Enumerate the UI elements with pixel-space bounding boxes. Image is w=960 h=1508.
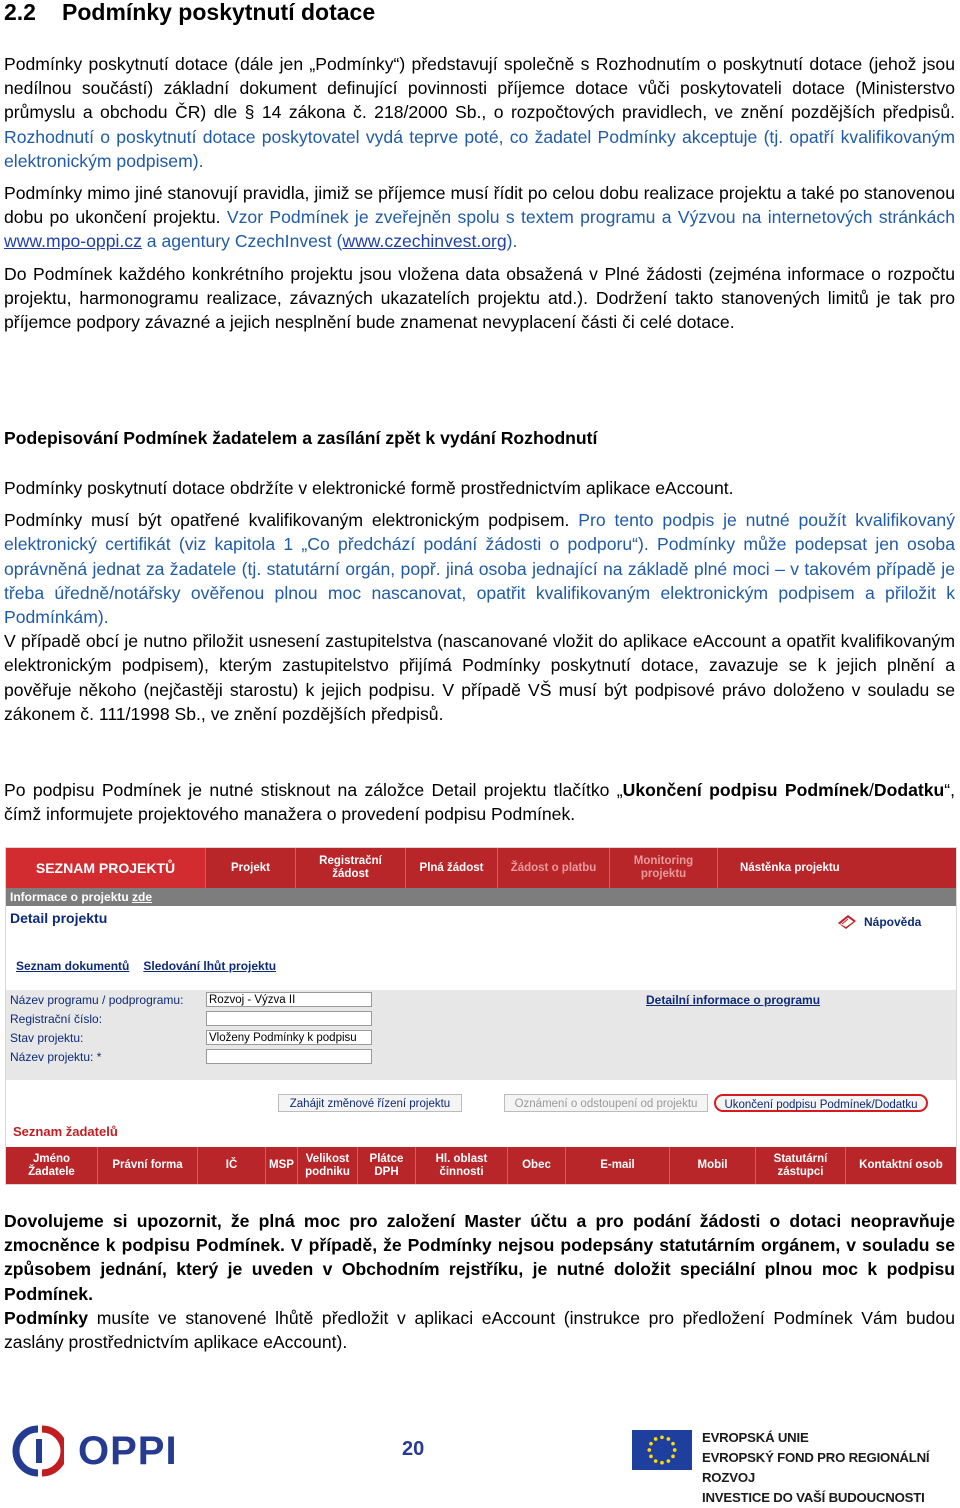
paren-close: ). — [506, 231, 518, 252]
section-heading — [4, 0, 375, 28]
eu-line-1: EVROPSKÁ UNIE — [701, 1430, 809, 1445]
paragraph-intro — [4, 52, 955, 173]
paren-open: ( — [336, 231, 343, 252]
eu-star — [671, 1455, 675, 1459]
col-statutory[interactable]: Statutární zástupci — [756, 1147, 846, 1184]
nav-board[interactable]: Nástěnka projektu — [740, 861, 840, 874]
field-label-status: Stav projektu: — [10, 1031, 84, 1045]
eu-flag-icon — [632, 1428, 692, 1472]
tab-deadlines[interactable]: Sledování lhůt projektu — [143, 959, 277, 973]
czechinvest-text: CzechInvest — [234, 231, 332, 252]
field-label-name: Název projektu: * — [10, 1050, 102, 1064]
paragraph-eaccount: Podmínky poskytnutí dotace obdržíte v elektronické formě prostřednictvím aplikace eAccount. — [4, 478, 734, 498]
paragraph-finish — [4, 778, 955, 826]
info-bar-text: Informace o projektu — [10, 890, 133, 904]
page-number: 20 — [402, 1438, 425, 1460]
oppi-logo-text: OPPI — [78, 1428, 178, 1473]
paragraph-deadline — [4, 1306, 955, 1354]
help-label: Nápověda — [864, 915, 922, 929]
top-navigation — [6, 848, 956, 888]
template-text: Vzor Podmínek je zveřejněn spolu s textem programu a Výzvou na internetových stránkách — [226, 207, 956, 228]
name-field[interactable] — [206, 1049, 372, 1064]
project-form — [6, 990, 956, 1080]
applicants-header — [6, 1147, 956, 1184]
eu-star — [647, 1448, 651, 1452]
finish-signing-button[interactable]: Ukončení podpisu Podmínek/Dodatku — [714, 1094, 928, 1112]
action-buttons — [6, 1084, 956, 1118]
col-email[interactable]: E-mail — [566, 1147, 670, 1184]
withdraw-button[interactable]: Oznámení o odstoupení od projektu — [504, 1094, 708, 1112]
detail-title: Detail projektu — [10, 910, 108, 926]
field-label-program: Název programu / podprogramu: — [10, 993, 184, 1007]
info-bar — [6, 888, 956, 906]
body-text-top — [4, 52, 955, 342]
field-label-regnum: Registrační číslo: — [10, 1012, 103, 1026]
deadline-text: musíte ve stanovené lhůtě předložit v aplikaci eAccount (instrukce pro předložení Podmínek Vám budou zaslány prostřednictvím aplikace eAccount). — [4, 1308, 955, 1353]
nav-project-list[interactable]: SEZNAM PROJEKTŮ — [6, 848, 206, 888]
eu-star — [673, 1448, 677, 1452]
subheading-signing: Podepisování Podmínek žadatelem a zasílání zpět k vydání Rozhodnutí — [4, 428, 598, 448]
signature-text: Podmínky musí být opatřené kvalifikovaným elektronickým podpisem. — [4, 510, 570, 531]
col-main-activity[interactable]: Hl. oblast činnosti — [416, 1147, 508, 1184]
finish-bold-1: Ukončení podpisu Podmínek — [622, 780, 869, 800]
info-bar-link[interactable]: zde — [132, 890, 153, 904]
eu-line-2: EVROPSKÝ FOND PRO REGIONÁLNÍ ROZVOJ — [701, 1450, 930, 1485]
program-field[interactable]: Rozvoj - Výzva II — [206, 992, 372, 1007]
regnum-field[interactable] — [206, 1011, 372, 1026]
applicants-title: Seznam žadatelů — [13, 1124, 118, 1139]
oppi-logo — [12, 1425, 178, 1477]
paragraph-signature — [4, 508, 955, 629]
eu-logo — [632, 1428, 960, 1508]
detail-tabs — [16, 959, 290, 973]
eu-star — [667, 1437, 671, 1441]
program-detail-link[interactable]: Detailní informace o programu — [646, 993, 821, 1007]
col-contact[interactable]: Kontaktní osob — [859, 1159, 943, 1171]
book-icon — [836, 913, 858, 931]
eu-star — [660, 1461, 664, 1465]
finish-text: Po podpisu Podmínek je nutné stisknout na záložce Detail projektu tlačítko „ — [4, 780, 623, 800]
rules-text: Podmínky mimo jiné stanovují pravidla, jimiž se příjemce musí řídit po celou dobu realizace projektu a také po stanovenou dobu po ukončení projektu. — [4, 183, 955, 228]
oppi-logo-mark-icon — [12, 1425, 64, 1477]
status-field[interactable]: Vloženy Podmínky k podpisu — [206, 1030, 372, 1045]
deadline-bold: Podmínky — [4, 1308, 89, 1328]
col-municipality[interactable]: Obec — [508, 1147, 566, 1184]
finish-text-end: “, čímž informujete projektového manažera o provedení podpisu Podmínek. — [4, 780, 955, 825]
czechinvest-link[interactable]: www.czechinvest.org — [342, 231, 507, 252]
col-applicant-name[interactable]: Jméno Žadatele — [6, 1147, 98, 1184]
help-button[interactable] — [836, 913, 921, 931]
change-procedure-button[interactable]: Zahájit změnové řízení projektu — [278, 1094, 462, 1112]
paragraph-municipality: V případě obcí je nutno přiložit usnesení zastupitelstva (nascanované vložit do aplikace eAccount a opatřit kvalifikovaným elektronickým podpisem), kterým zastupitelstvo přijímá Podmínky poskytnutí dotace, zavazuje se k jejich plnění a pověřuje někoho (nejčastěji starostu) k jejich podpisu. V případě VŠ musí být podpisové právo doloženo v souladu se zákonem č. 111/1998 Sb., ve znění pozdějších předpisů. — [4, 631, 955, 724]
eu-star — [654, 1459, 658, 1463]
body-text-signing — [4, 476, 955, 734]
section-number: 2.2 — [4, 0, 36, 25]
eu-line-3: INVESTICE DO VAŠÍ BUDOUCNOSTI — [701, 1490, 925, 1505]
finish-bold-2: Dodatku — [873, 780, 945, 800]
nav-full-application[interactable]: Plná žádost — [406, 848, 498, 888]
nav-payment-request[interactable]: Žádost o platbu — [498, 848, 610, 888]
nav-monitoring[interactable]: Monitoring projektu — [610, 848, 718, 888]
col-ic[interactable]: IČ — [198, 1147, 266, 1184]
col-vat-payer[interactable]: Plátce DPH — [358, 1147, 416, 1184]
col-company-size[interactable]: Velikost podniku — [298, 1147, 358, 1184]
intro-text: Podmínky poskytnutí dotace (dále jen „Podmínky“) představují společně s Rozhodnutím o poskytnutí dotace (jehož jsou nedílnou součástí) základní dokument definující povinnosti příjemce dotace vůči poskytovateli dotace (Ministerstvo průmyslu a obchodu ČR) dle § 14 zákona č. 218/2000 Sb., o rozpočtových pravidlech, ve znění pozdějších předpisů. — [4, 54, 955, 123]
eu-star — [654, 1437, 658, 1441]
agency-text: a agentury — [146, 231, 230, 252]
eu-star — [667, 1459, 671, 1463]
col-msp[interactable]: MSP — [266, 1147, 298, 1184]
col-legal-form[interactable]: Právní forma — [98, 1147, 198, 1184]
nav-project[interactable]: Projekt — [206, 848, 296, 888]
eu-text — [702, 1428, 960, 1508]
paragraph-rules — [4, 181, 955, 254]
paragraph-warning: Dovolujeme si upozornit, že plná moc pro založení Master účtu a pro podání žádosti o dotaci neopravňuje zmocněnce k podpisu Podmínek. V případě, že Podmínky nejsou podepsány statutárním orgánem, v souladu se způsobem jednání, který je uveden v Obchodním rejstříku, je nutné doložit speciální plnou moc k podpisu Podmínek. — [4, 1211, 955, 1304]
intro-decision-text: Rozhodnutí o poskytnutí dotace poskytovatel vydá teprve poté, co žadatel Podmínky akceptuje (tj. opatří kvalifikovaným elektronickým podpisem). — [4, 126, 955, 171]
certificate-text: Pro tento podpis je nutné použít kvalifikovaný elektronický certifikát (viz kapitola 1 „Co předchází podání žádosti o podporu“). Podmínky může podepsat jen osoba oprávněná jednat za žadatele (tj. statutární orgán, popř. jiná osoba jednající na základě plné moci – v takovém případě je třeba úředně/notářsky ověřenou plnou moc nascanovat, opatřit kvalifikovaným elektronickým podpisem a přiložit k Podmínkám). — [4, 510, 955, 628]
eu-star — [649, 1455, 653, 1459]
nav-registration[interactable]: Registrační žádost — [296, 848, 406, 888]
col-mobile[interactable]: Mobil — [670, 1147, 756, 1184]
paragraph-data: Do Podmínek každého konkrétního projektu jsou vložena data obsažená v Plné žádosti (zejména informace o rozpočtu projektu, harmonogramu realizace, závazných ukazatelích projektu atd.). Dodržení takto stanovených limitů je tak pro příjemce podpory závazné a jejich nesplnění bude znamenat nevyplacení části či celé dotace. — [4, 263, 955, 333]
app-screenshot — [5, 847, 957, 1185]
eu-star — [671, 1442, 675, 1446]
tab-documents[interactable]: Seznam dokumentů — [16, 959, 130, 973]
finish-slash: / — [868, 780, 874, 800]
eu-star — [660, 1435, 664, 1439]
section-title: Podmínky poskytnutí dotace — [62, 0, 376, 25]
mpo-oppi-link[interactable]: www.mpo-oppi.cz — [4, 231, 142, 252]
eu-star — [649, 1442, 653, 1446]
